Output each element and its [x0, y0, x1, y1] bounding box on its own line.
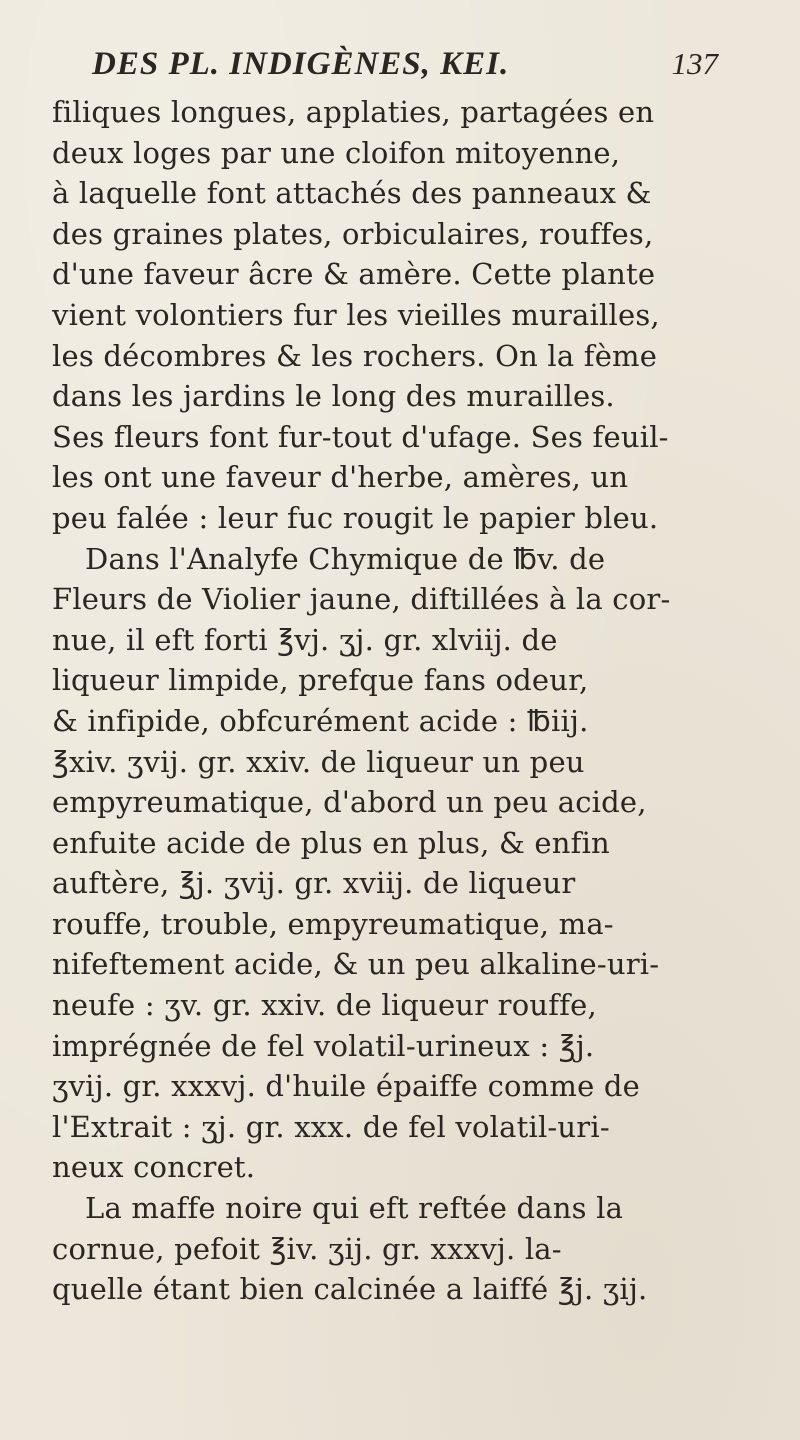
text-line: filiques longues, applaties, partagées en — [52, 95, 655, 129]
paragraph-start-line: Dans l'Analyfe Chymique de ℔v. de — [85, 541, 606, 576]
text-line: nifeftement acide, & un peu alkaline-uri- — [52, 947, 660, 982]
text-line: d'une faveur âcre & amère. Cette plante — [52, 257, 656, 292]
text-line: Ses fleurs font fur-tout d'ufage. Ses feuil- — [52, 419, 669, 454]
text-line: neufe : ʒv. gr. xxiv. de liqueur rouffe, — [52, 988, 597, 1023]
text-line: à laquelle font attachés des panneaux & — [52, 176, 652, 211]
paragraph-start-line: La maffe noire qui eft reftée dans la — [85, 1191, 624, 1226]
running-title: DES PL. INDIGÈNES, KEI. — [92, 46, 510, 82]
text-line: ʒvij. gr. xxxvj. d'huile épaiffe comme de — [52, 1069, 640, 1104]
text-line: ℥xiv. ʒvij. gr. xxiv. de liqueur un peu — [52, 744, 585, 779]
text-line: auftère, ℥j. ʒvij. gr. xviij. de liqueur — [52, 866, 576, 901]
text-line: neux concret. — [52, 1150, 256, 1185]
text-line: enfuite acide de plus en plus, & enfin — [52, 825, 610, 860]
text-line: vient volontiers fur les vieilles murailles, — [52, 297, 660, 332]
text-line: l'Extrait : ʒj. gr. xxx. de fel volatil-uri- — [52, 1109, 610, 1144]
running-head — [88, 46, 718, 90]
text-line: & infipide, obfcurément acide : ℔iij. — [52, 703, 589, 738]
text-line: imprégnée de fel volatil-urineux : ℥j. — [52, 1028, 595, 1063]
text-line: deux loges par une cloifon mitoyenne, — [52, 135, 621, 170]
text-line: Fleurs de Violier jaune, diftillées à la cor- — [52, 582, 671, 617]
text-line: liqueur limpide, prefque fans odeur, — [52, 663, 589, 698]
text-line: peu falée : leur fuc rougit le papier bleu. — [52, 500, 659, 535]
body-text — [52, 92, 756, 1310]
text-line: empyreumatique, d'abord un peu acide, — [52, 785, 647, 820]
text-line: dans les jardins le long des murailles. — [52, 379, 615, 414]
text-line: les ont une faveur d'herbe, amères, un — [52, 460, 629, 495]
page-number: 137 — [671, 46, 718, 81]
text-line: les décombres & les rochers. On la fème — [52, 338, 658, 373]
text-line: quelle étant bien calcinée a laiffé ℥j. ʒij. — [52, 1272, 648, 1307]
text-line: des graines plates, orbiculaires, rouffes, — [52, 216, 654, 251]
text-line: rouffe, trouble, empyreumatique, ma- — [52, 906, 614, 941]
text-line: nue, il eft forti ℥vj. ʒj. gr. xlviij. de — [52, 622, 558, 657]
text-line: cornue, pefoit ℥iv. ʒij. gr. xxxvj. la- — [52, 1231, 562, 1266]
